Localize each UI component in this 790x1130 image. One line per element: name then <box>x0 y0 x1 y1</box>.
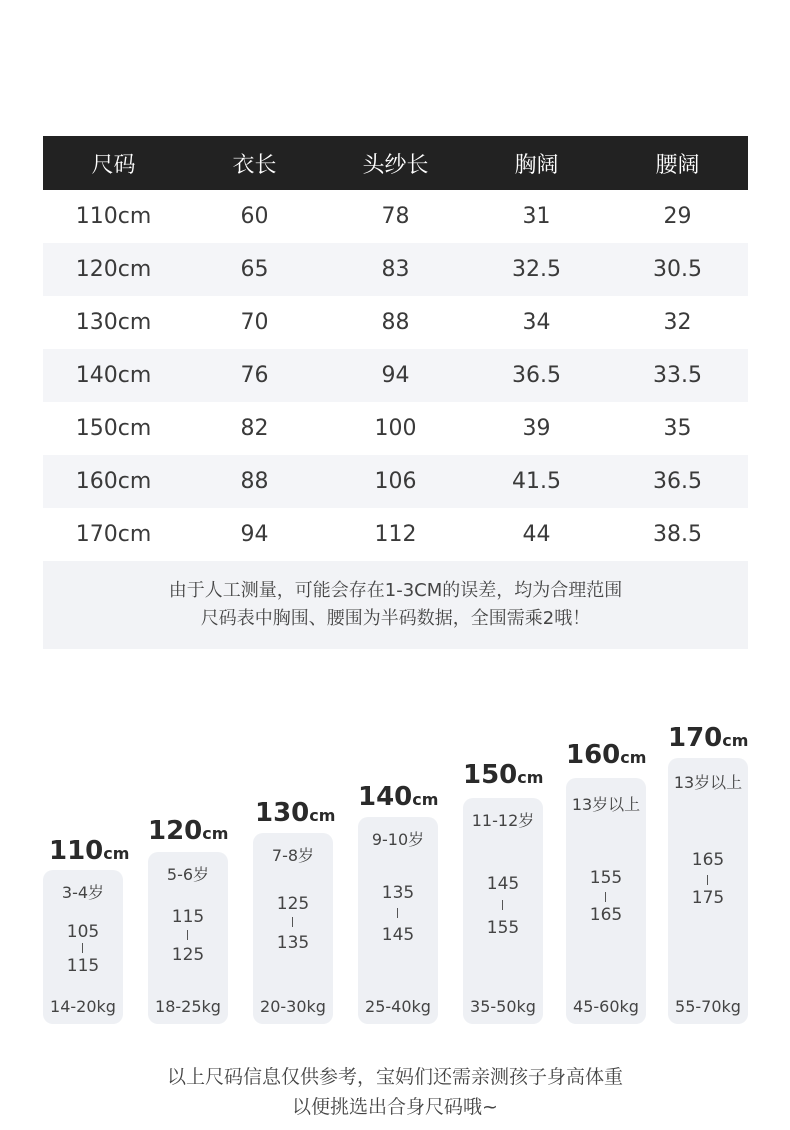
table-cell: 140cm <box>75 363 152 388</box>
height-low: 155 <box>589 868 623 888</box>
height-high: 175 <box>691 888 725 908</box>
table-cell: 35 <box>663 416 692 441</box>
table-cell: 29 <box>663 204 692 229</box>
table-cell: 150cm <box>75 416 152 441</box>
table-cell: 70 <box>240 310 269 335</box>
size-label: 130cm <box>255 798 336 828</box>
weight-range: 55-70kg <box>675 997 741 1016</box>
weight-range: 25-40kg <box>365 997 431 1016</box>
size-label: 120cm <box>148 816 229 846</box>
table-cell: 78 <box>381 204 410 229</box>
size-label: 110cm <box>49 836 130 866</box>
size-label: 140cm <box>358 782 439 812</box>
weight-range: 45-60kg <box>573 997 639 1016</box>
range-dash <box>397 908 398 918</box>
range-dash <box>82 943 83 953</box>
weight-range: 35-50kg <box>470 997 536 1016</box>
table-cell: 60 <box>240 204 269 229</box>
height-low: 135 <box>381 883 415 903</box>
table-cell: 32 <box>663 310 692 335</box>
table-cell: 31 <box>522 204 551 229</box>
table-cell: 32.5 <box>512 257 561 282</box>
footer-line-1: 以上尺码信息仅供参考，宝妈们还需亲测孩子身高体重 <box>166 1066 623 1088</box>
range-dash <box>187 930 188 940</box>
height-high: 165 <box>589 905 623 925</box>
table-cell: 170cm <box>75 522 152 547</box>
size-label: 170cm <box>668 723 749 753</box>
size-card <box>463 798 543 1024</box>
size-card <box>43 870 123 1024</box>
header-veil-length: 头纱长 <box>362 152 429 178</box>
table-cell: 76 <box>240 363 269 388</box>
table-cell: 110cm <box>75 204 152 229</box>
height-low: 105 <box>66 922 100 942</box>
table-cell: 160cm <box>75 469 152 494</box>
table-cell: 83 <box>381 257 410 282</box>
table-cell: 36.5 <box>512 363 561 388</box>
table-cell: 30.5 <box>653 257 702 282</box>
table-cell: 44 <box>522 522 551 547</box>
table-cell: 94 <box>381 363 410 388</box>
weight-range: 18-25kg <box>155 997 221 1016</box>
table-cell: 36.5 <box>653 469 702 494</box>
height-low: 145 <box>486 874 520 894</box>
height-high: 145 <box>381 925 415 945</box>
height-high: 155 <box>486 918 520 938</box>
table-cell: 39 <box>522 416 551 441</box>
range-dash <box>707 875 708 885</box>
height-high: 125 <box>171 945 205 965</box>
header-length: 衣长 <box>232 152 277 178</box>
table-cell: 82 <box>240 416 269 441</box>
size-card <box>253 833 333 1024</box>
table-cell: 33.5 <box>653 363 702 388</box>
header-chest: 胸阔 <box>514 152 559 178</box>
size-label: 160cm <box>566 740 647 770</box>
height-high: 135 <box>276 933 310 953</box>
table-cell: 41.5 <box>512 469 561 494</box>
table-cell: 88 <box>240 469 269 494</box>
table-cell: 100 <box>374 416 417 441</box>
age-range: 13岁以上 <box>673 773 743 792</box>
range-dash <box>605 892 606 902</box>
weight-range: 20-30kg <box>260 997 326 1016</box>
size-card <box>358 817 438 1024</box>
size-card <box>566 778 646 1024</box>
table-cell: 88 <box>381 310 410 335</box>
age-range: 9-10岁 <box>371 830 425 849</box>
table-cell: 38.5 <box>653 522 702 547</box>
note-line-1: 由于人工测量，可能会存在1-3CM的误差，均为合理范围 <box>168 580 623 601</box>
table-cell: 106 <box>374 469 417 494</box>
height-high: 115 <box>66 956 100 976</box>
range-dash <box>502 900 503 910</box>
header-size: 尺码 <box>91 152 136 178</box>
header-waist: 腰阔 <box>655 152 700 178</box>
size-card <box>668 758 748 1024</box>
footer-line-2: 以便挑选出合身尺码哦~ <box>292 1096 498 1118</box>
table-cell: 34 <box>522 310 551 335</box>
age-range: 11-12岁 <box>471 811 535 830</box>
size-card <box>148 852 228 1024</box>
range-dash <box>292 917 293 927</box>
table-cell: 65 <box>240 257 269 282</box>
height-low: 125 <box>276 894 310 914</box>
table-cell: 120cm <box>75 257 152 282</box>
size-label: 150cm <box>463 760 544 790</box>
footer-note <box>0 1062 790 1122</box>
height-low: 115 <box>171 907 205 927</box>
age-range: 13岁以上 <box>571 795 641 814</box>
height-low: 165 <box>691 850 725 870</box>
table-cell: 130cm <box>75 310 152 335</box>
age-range: 7-8岁 <box>271 846 315 865</box>
table-cell: 112 <box>374 522 417 547</box>
note-line-2: 尺码表中胸围、腰围为半码数据，全围需乘2哦！ <box>200 608 591 629</box>
age-range: 3-4岁 <box>61 883 105 902</box>
weight-range: 14-20kg <box>50 997 116 1016</box>
age-range: 5-6岁 <box>166 865 210 884</box>
table-cell: 94 <box>240 522 269 547</box>
